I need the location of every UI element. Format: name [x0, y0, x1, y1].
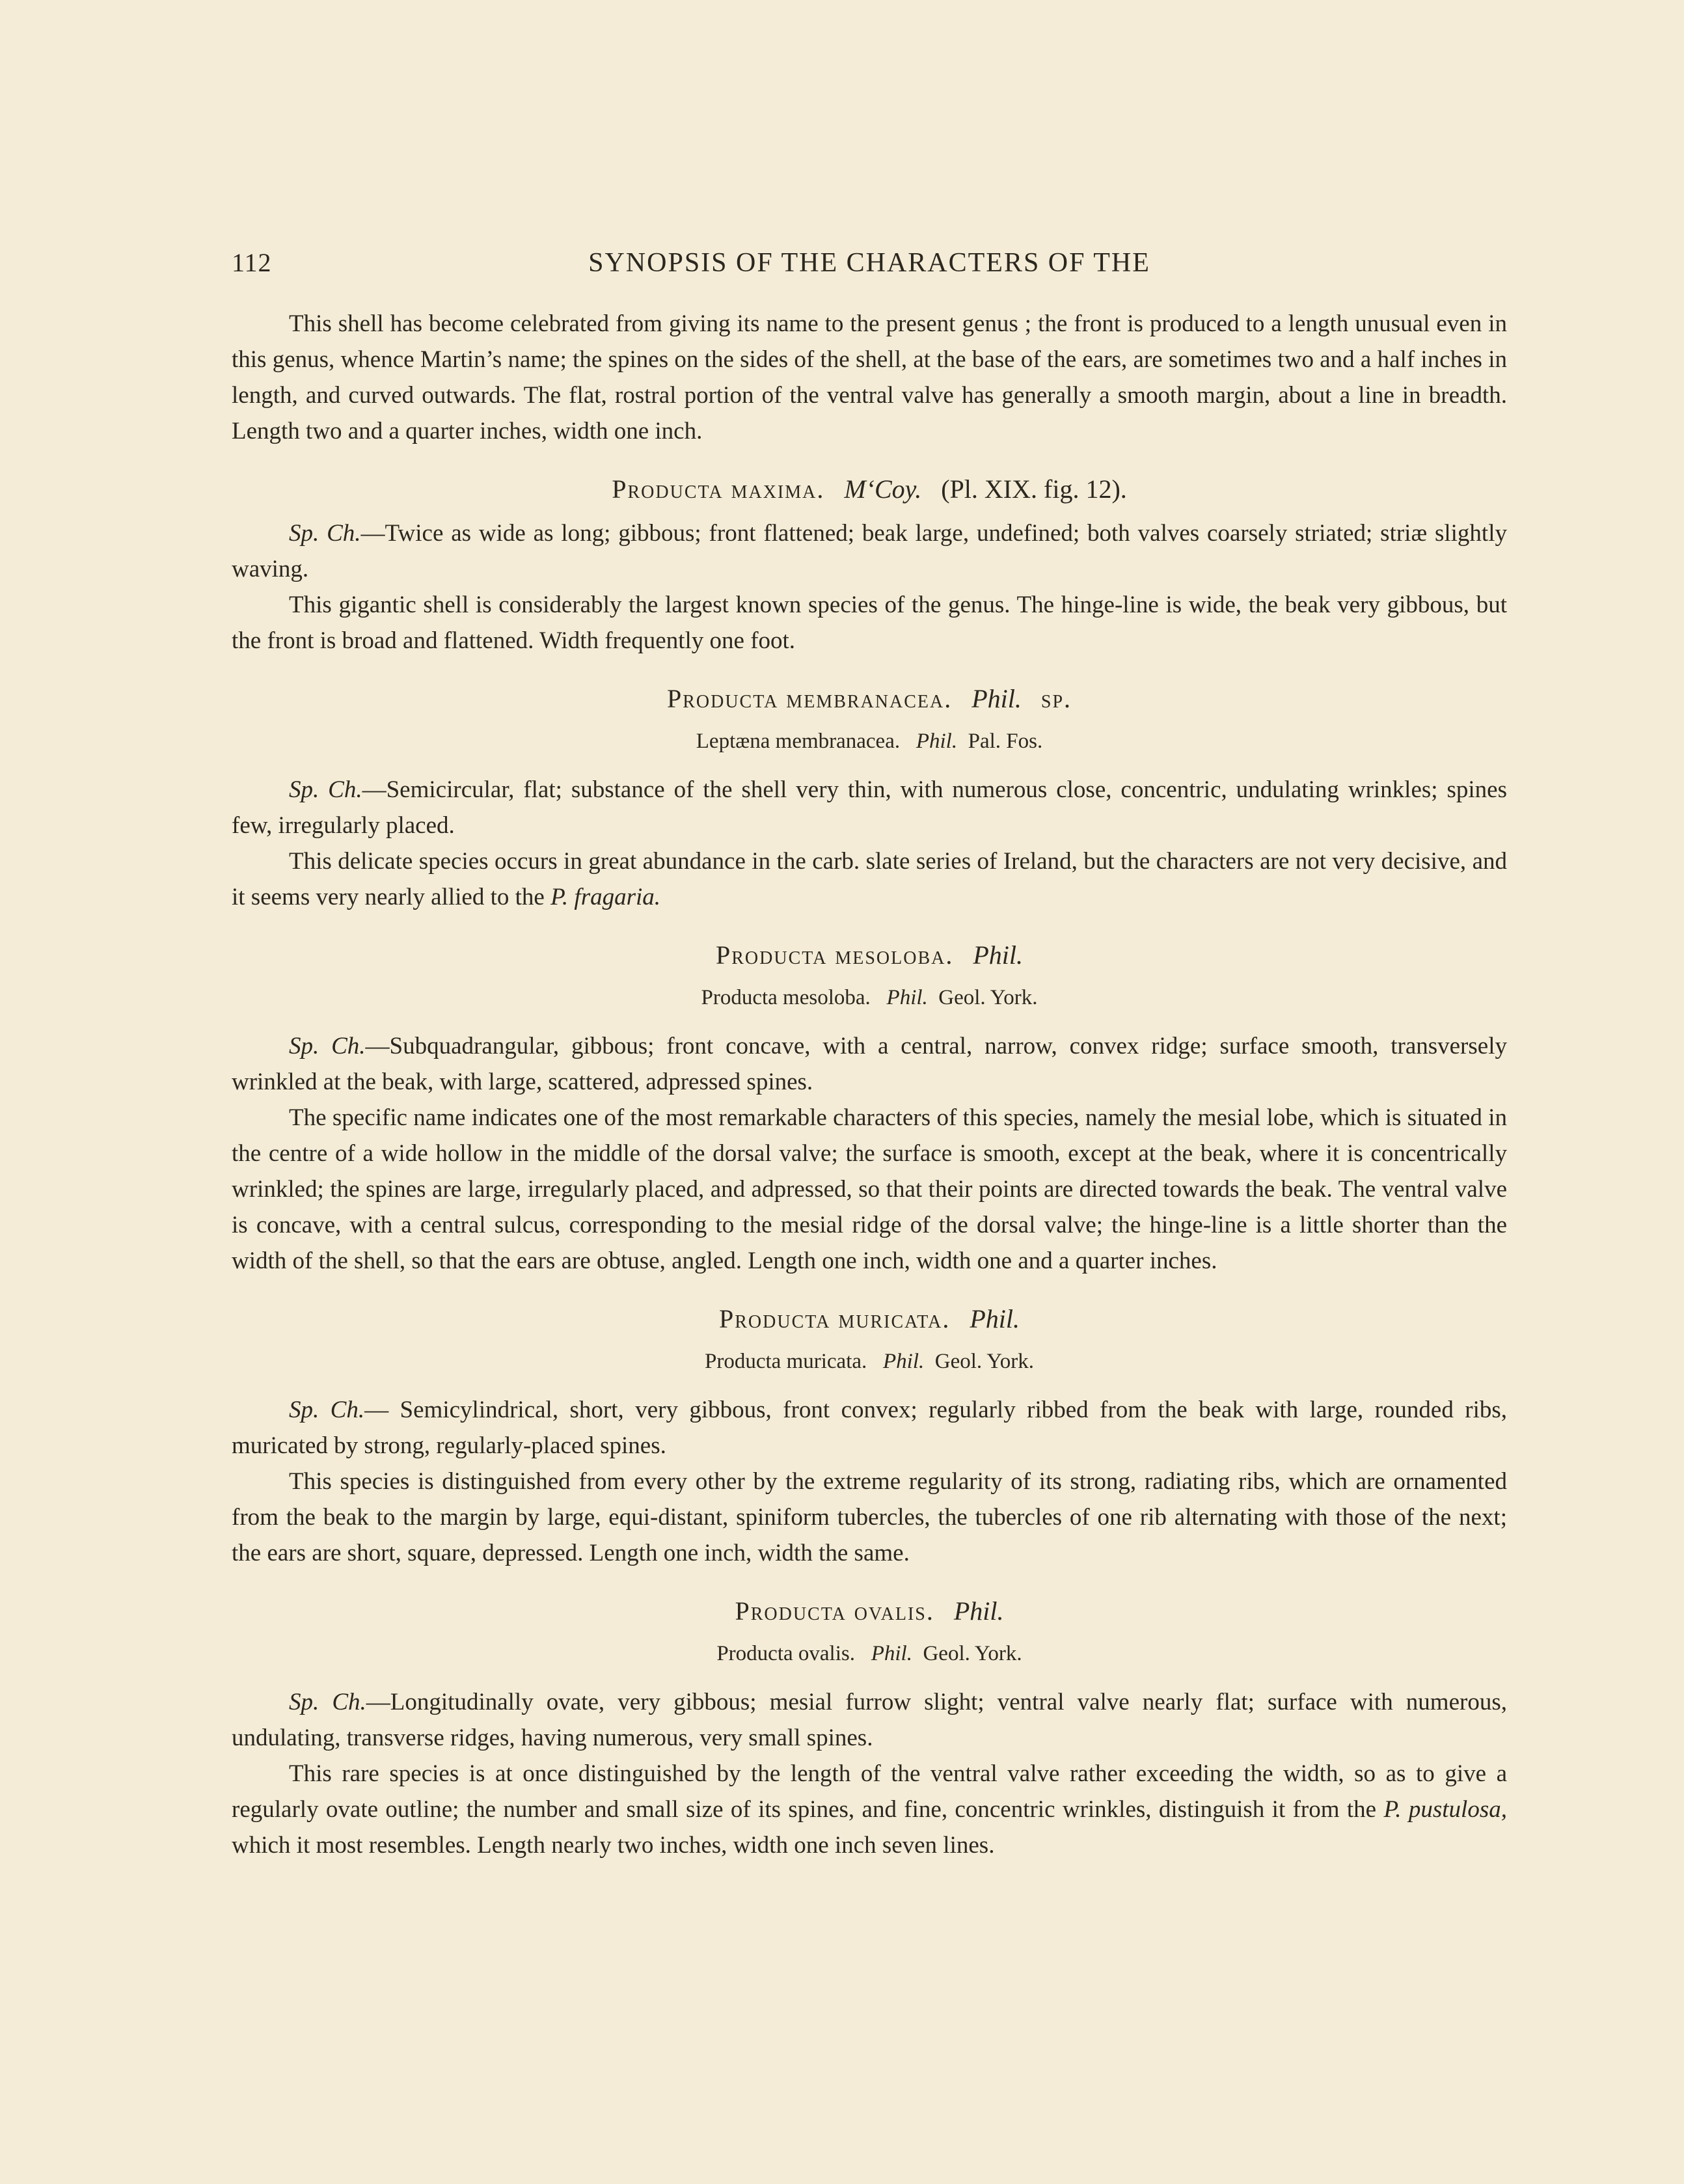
synonym-authority: Phil. [916, 730, 958, 753]
species-heading-ovalis [232, 1592, 1507, 1631]
synonym-source: Pal. Fos. [968, 730, 1043, 753]
species-name: Producta mesoloba. [715, 940, 954, 970]
synonym-source: Geol. York. [934, 1350, 1034, 1373]
description-text-end: which it most resembles. Length nearly two inches, width one inch seven lines. [232, 1832, 995, 1859]
species-heading-muricata [232, 1300, 1507, 1339]
species-name: Producta ovalis. [735, 1596, 934, 1626]
synonym-mesoloba [232, 981, 1507, 1014]
synonym-ovalis [232, 1637, 1507, 1670]
sp-ch-label: Sp. Ch. [289, 1397, 365, 1423]
description-italic: P. pustulosa, [1383, 1796, 1507, 1823]
species-name: Producta membranacea. [666, 684, 953, 713]
species-authority: M‘Coy. [844, 474, 922, 504]
running-head [232, 247, 1507, 306]
page-content [232, 247, 1507, 1863]
species-description-mesoloba: The specific name indicates one of the most remarkable characters of this species, namely the mesial lobe, which is situated in the centre of a wide hollow in the middle of the dorsal valve; the surface is smooth, except at the beak, where it is concentrically wrinkled; the spines are large, irregularly placed, and adpressed, so that their points are directed towards the beak. The ventral valve is concave, with a central sulcus, corresponding to the mesial ridge of the dorsal valve; the hinge-line is a little shorter than the width of the shell, so that the ears are obtuse, angled. Length one inch, width one and a quarter inches. [232, 1104, 1507, 1274]
synonym-source: Geol. York. [923, 1642, 1022, 1665]
species-heading-mesoloba [232, 936, 1507, 975]
synonym-muricata [232, 1345, 1507, 1378]
species-name: Producta maxima. [612, 474, 825, 504]
page-number: 112 [232, 248, 272, 277]
species-authority: Phil. [970, 1304, 1020, 1333]
species-characters-maxima [232, 515, 1507, 587]
species-heading-membranacea [232, 679, 1507, 718]
species-suffix: sp. [1040, 684, 1072, 713]
species-name: Producta muricata. [718, 1304, 951, 1333]
characters-text: —Semicircular, flat; substance of the shell very thin, with numerous close, concentric, undulating wrinkles; spines few, irregularly placed. [232, 776, 1507, 839]
synonym-name: Producta ovalis. [716, 1642, 855, 1665]
synonym-membranacea [232, 725, 1507, 758]
running-title: SYNOPSIS OF THE CHARACTERS OF THE [588, 248, 1150, 278]
synonym-name: Producta mesoloba. [701, 986, 871, 1009]
characters-text: — Semicylindrical, short, very gibbous, front convex; regularly ribbed from the beak with large, rounded ribs, muricated by strong, regularly-placed spines. [232, 1397, 1507, 1459]
description-text: This rare species is at once distinguished by the length of the ventral valve rather exceeding the width, so as to give a regularly ovate outline; the number and small size of its spines, and fine, concentric wrinkles, distinguish it from the [232, 1760, 1507, 1823]
intro-paragraph: This shell has become celebrated from giving its name to the present genus ; the front is produced to a length unusual even in this genus, whence Martin’s name; the spines on the sides of the shell, at the base of the ears, are sometimes two and a half inches in length, and curved outwards. The flat, rostral portion of the ventral valve has generally a smooth margin, about a line in breadth. Length two and a quarter inches, width one inch. [232, 310, 1507, 444]
characters-text: —Twice as wide as long; gibbous; front flattened; beak large, undefined; both valves coarsely striated; striæ slightly waving. [232, 520, 1507, 582]
species-characters-muricata [232, 1392, 1507, 1464]
characters-text: —Longitudinally ovate, very gibbous; mesial furrow slight; ventral valve nearly flat; surface with numerous, undulating, transverse ridges, having numerous, very small spines. [232, 1689, 1507, 1751]
synonym-name: Producta muricata. [705, 1350, 867, 1373]
sp-ch-label: Sp. Ch. [289, 1033, 366, 1059]
sp-ch-label: Sp. Ch. [289, 1689, 366, 1715]
species-heading-maxima [232, 470, 1507, 509]
sp-ch-label: Sp. Ch. [289, 776, 362, 803]
species-description-muricata: This species is distinguished from every other by the extreme regularity of its strong, radiating ribs, which are ornamented from the beak to the margin by large, equi-distant, spiniform tubercles, the tubercles of one rib alternating with those of the next; the ears are short, square, depressed. Length one inch, width the same. [232, 1468, 1507, 1566]
synonym-authority: Phil. [886, 986, 928, 1009]
species-authority: Phil. [971, 684, 1022, 713]
species-authority: Phil. [973, 940, 1024, 970]
species-authority: Phil. [953, 1596, 1004, 1626]
description-italic: P. fragaria. [550, 884, 661, 910]
species-characters-ovalis [232, 1684, 1507, 1756]
synonym-name: Leptæna membranacea. [696, 730, 901, 753]
synonym-source: Geol. York. [938, 986, 1038, 1009]
species-description-membranacea [232, 843, 1507, 915]
plate-reference: (Pl. XIX. fig. 12). [941, 474, 1127, 504]
synonym-authority: Phil. [883, 1350, 925, 1373]
characters-text: —Subquadrangular, gibbous; front concave, with a central, narrow, convex ridge; surface smooth, transversely wrinkled at the beak, with large, scattered, adpressed spines. [232, 1033, 1507, 1095]
sp-ch-label: Sp. Ch. [289, 520, 361, 547]
species-characters-mesoloba [232, 1028, 1507, 1100]
species-characters-membranacea [232, 772, 1507, 843]
description-text: This delicate species occurs in great abundance in the carb. slate series of Ireland, but the characters are not very decisive, and it seems very nearly allied to the [232, 848, 1507, 910]
species-description-maxima: This gigantic shell is considerably the largest known species of the genus. The hinge-line is wide, the beak very gibbous, but the front is broad and flattened. Width frequently one foot. [232, 592, 1507, 654]
species-description-ovalis [232, 1756, 1507, 1863]
synonym-authority: Phil. [871, 1642, 912, 1665]
